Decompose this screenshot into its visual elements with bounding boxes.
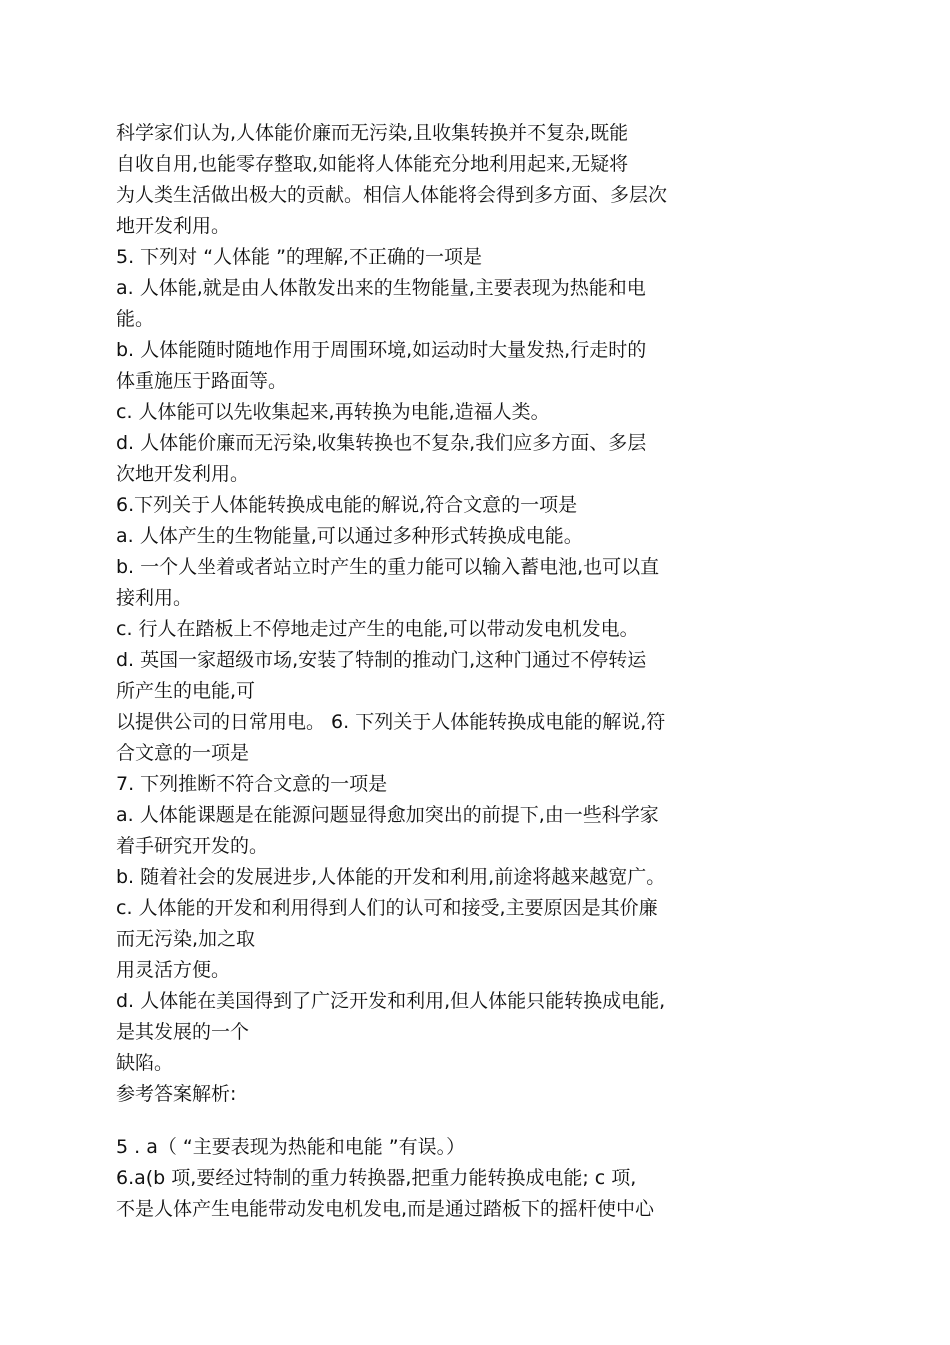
option-line: 次地开发利用。	[116, 463, 250, 485]
option-line: d. 人体能价廉而无污染,收集转换也不复杂,我们应多方面、多层	[116, 432, 647, 454]
option-line: 能。	[116, 308, 155, 330]
text-line: 为人类生活做出极大的贡献。相信人体能将会得到多方面、多层次	[116, 184, 668, 206]
option-line: d. 英国一家超级市场,安装了特制的推动门,这种门通过不停转运	[116, 649, 647, 671]
option-line: b. 一个人坐着或者站立时产生的重力能可以输入蓄电池,也可以直	[116, 556, 660, 578]
text-line: 科学家们认为,人体能价廉而无污染,且收集转换并不复杂,既能	[116, 122, 629, 144]
answer-line: 不是人体产生电能带动发电机发电,而是通过踏板下的摇杆使中心	[116, 1198, 655, 1220]
option-line: 合文意的一项是	[116, 742, 250, 764]
option-line: a. 人体产生的生物能量,可以通过多种形式转换成电能。	[116, 525, 583, 547]
option-line: 以提供公司的日常用电。 6. 下列关于人体能转换成电能的解说,符	[116, 711, 666, 733]
question-7: 7. 下列推断不符合文意的一项是	[116, 773, 388, 795]
option-line: b. 随着社会的发展进步,人体能的开发和利用,前途将越来越宽广。	[116, 866, 666, 888]
option-line: 用灵活方便。	[116, 959, 231, 981]
option-line: 而无污染,加之取	[116, 928, 256, 950]
spacer	[116, 1110, 816, 1132]
option-line: c. 行人在踏板上不停地走过产生的电能,可以带动发电机发电。	[116, 618, 639, 640]
text-line: 地开发利用。	[116, 215, 231, 237]
answer-explanations	[116, 1132, 816, 1225]
option-line: 接利用。	[116, 587, 193, 609]
option-line: a. 人体能,就是由人体散发出来的生物能量,主要表现为热能和电	[116, 277, 646, 299]
option-line: 着手研究开发的。	[116, 835, 269, 857]
option-line: 所产生的电能,可	[116, 680, 256, 702]
document-page	[116, 118, 816, 1225]
option-line: a. 人体能课题是在能源问题显得愈加突出的前提下,由一些科学家	[116, 804, 659, 826]
text-line: 自收自用,也能零存整取,如能将人体能充分地利用起来,无疑将	[116, 153, 629, 175]
option-line: 是其发展的一个	[116, 1021, 250, 1043]
option-line: c. 人体能可以先收集起来,再转换为电能,造福人类。	[116, 401, 550, 423]
passage-and-questions	[116, 118, 816, 1110]
answer-line: 6.a(b 项,要经过特制的重力转换器,把重力能转换成电能; c 项,	[116, 1167, 637, 1189]
question-5: 5. 下列对 “人体能 ”的理解,不正确的一项是	[116, 246, 482, 268]
option-line: c. 人体能的开发和利用得到人们的认可和接受,主要原因是其价廉	[116, 897, 658, 919]
answer-heading: 参考答案解析:	[116, 1083, 237, 1105]
question-6: 6.下列关于人体能转换成电能的解说,符合文意的一项是	[116, 494, 578, 516]
option-line: 体重施压于路面等。	[116, 370, 288, 392]
option-line: b. 人体能随时随地作用于周围环境,如运动时大量发热,行走时的	[116, 339, 647, 361]
answer-line: 5 . a（ “主要表现为热能和电能 ”有误。）	[116, 1136, 466, 1158]
option-line: d. 人体能在美国得到了广泛开发和利用,但人体能只能转换成电能,	[116, 990, 666, 1012]
option-line: 缺陷。	[116, 1052, 174, 1074]
